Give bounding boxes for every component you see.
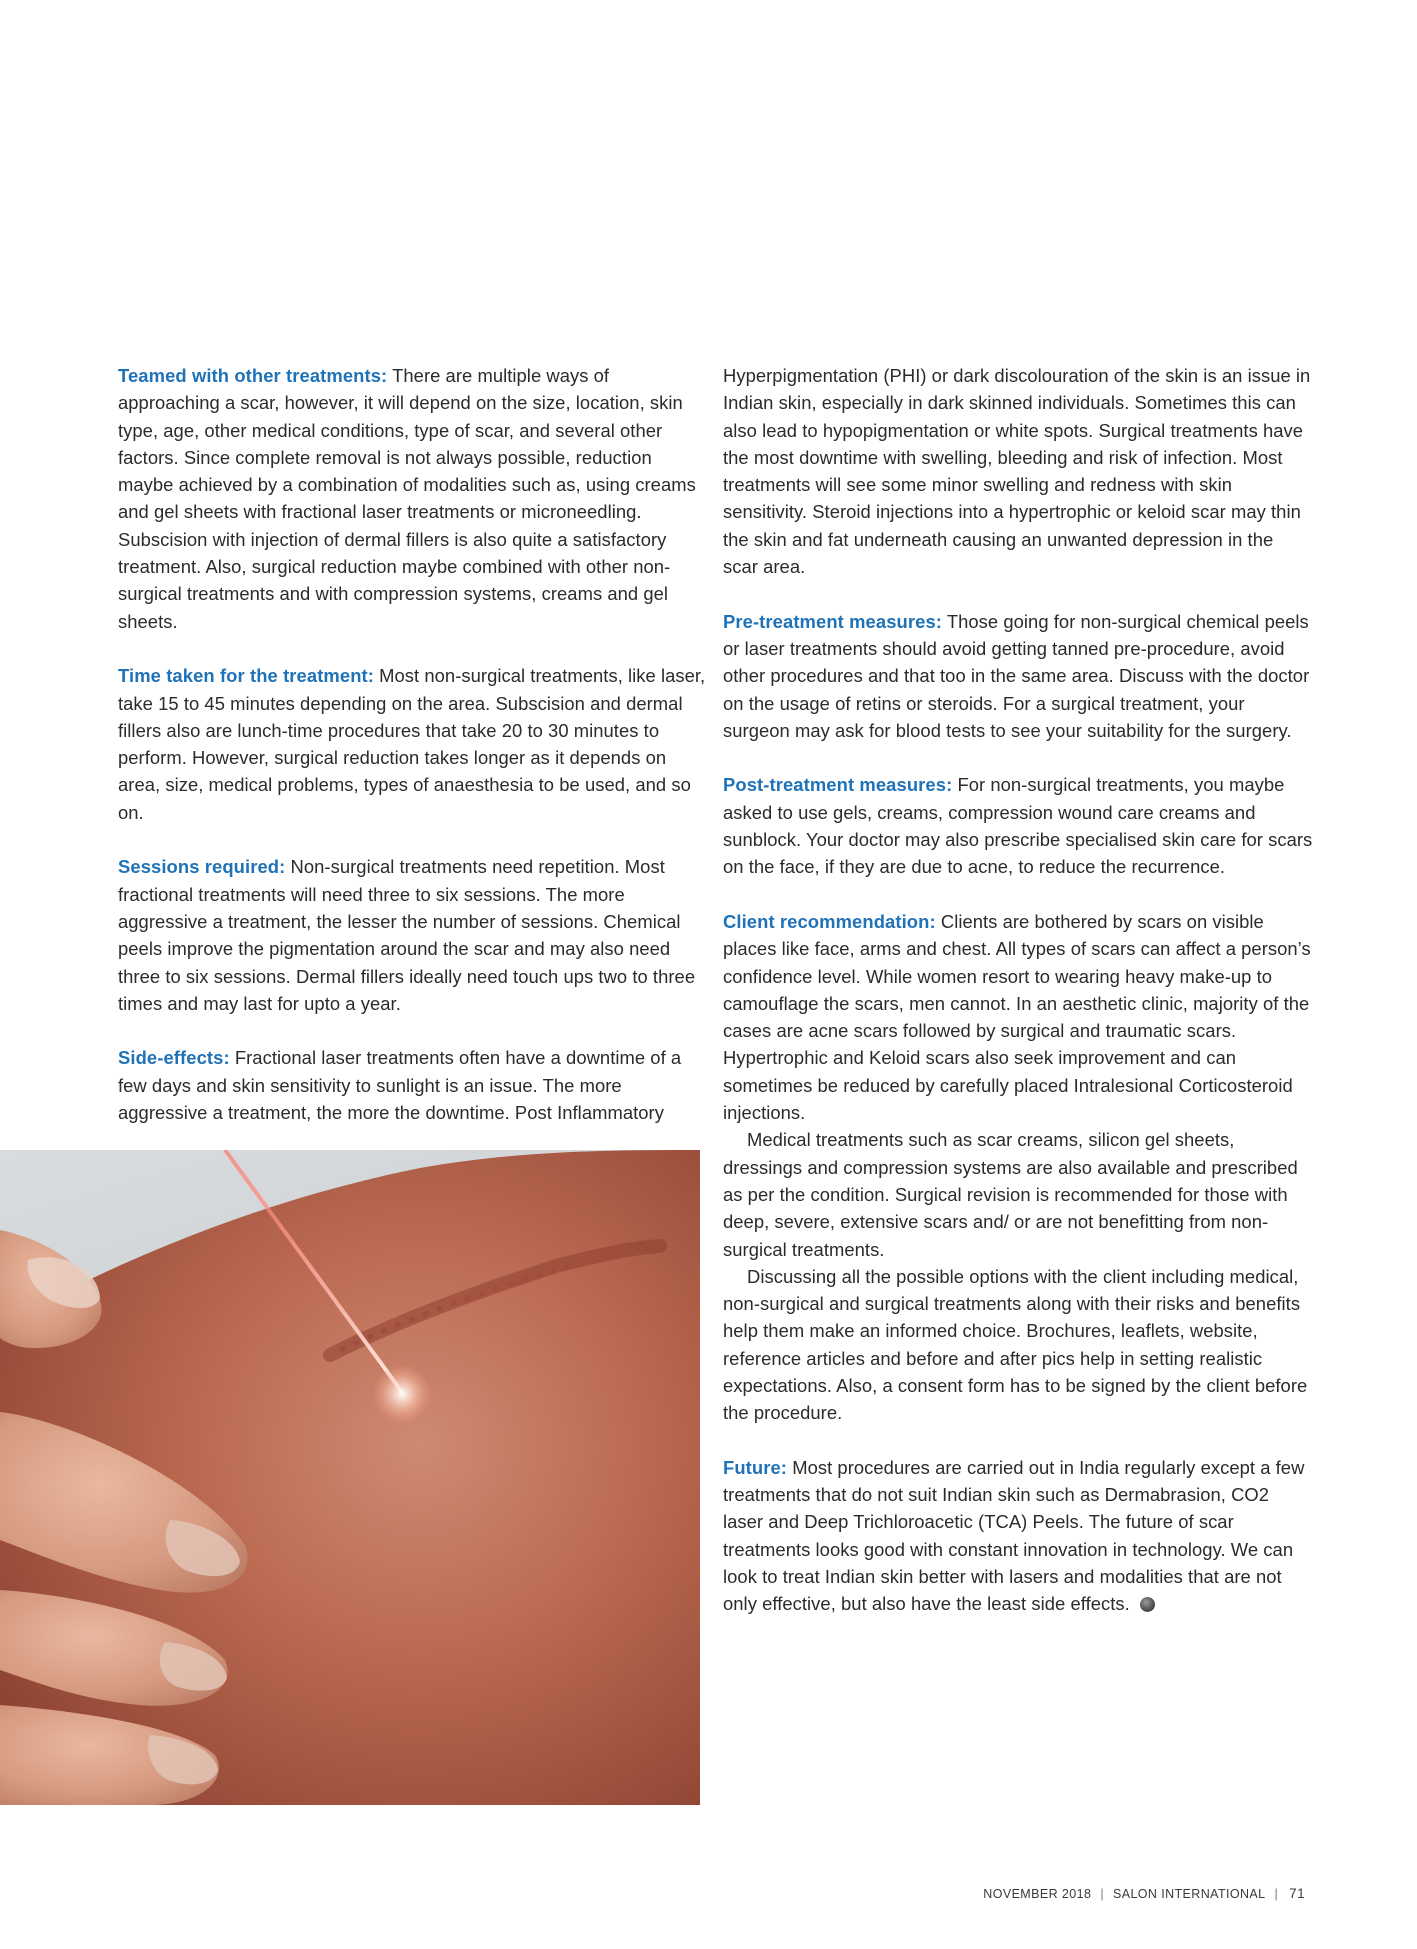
section-heading: Future: — [723, 1456, 788, 1478]
section-text: Hyperpigmentation (PHI) or dark discolouration of the skin is an issue in Indian skin, especially in dark skinned individuals. Sometimes this can also lead to hypopigmentation or white spots. Surgical treatments have the most downtime with swelling, bleeding and risk of infection. Most treatments will see some minor swelling and redness with skin sensitivity. Steroid injections into a hypertrophic or keloid scar may thin the skin and fat underneath causing an unwanted depression in the scar area. — [723, 365, 1311, 578]
page-number: 71 — [1289, 1886, 1305, 1901]
section-paragraph: Medical treatments such as scar creams, silicon gel sheets, dressings and compression systems are also available and prescribed as per the condition. Surgical revision is recommended for those with deep, severe, extensive scars and/ or are not benefitting from non-surgical treatments. — [723, 1129, 1298, 1260]
laser-scar-treatment-photo — [0, 1150, 700, 1805]
section-text: Most non-surgical treatments, like laser, take 15 to 45 minutes depending on the area. Subscision and dermal fillers also are lunch-time procedures that take 20 to 30 minutes to perform. However, surgical reduction takes longer as it depends on area, size, medical problems, types of anaesthesia to be used, and so on. — [118, 665, 706, 823]
section-paragraph — [723, 608, 1313, 744]
section-paragraph: Discussing all the possible options with the client including medical, non-surgical and surgical treatments along with their risks and benefits help them make an informed choice. Brochures, leaflets, website, reference articles and before and after pics help in setting realistic expectations. Also, a consent form has to be signed by the client before the procedure. — [723, 1265, 1308, 1424]
section-client-recommendation — [723, 908, 1313, 1427]
section-time-taken — [118, 662, 708, 826]
section-text: There are multiple ways of approaching a scar, however, it will depend on the size, location, skin type, age, other medical conditions, type of scar, and several other factors. Since complete removal is not always possible, reduction maybe achieved by a combination of modalities such as, using creams and gel sheets with fractional laser treatments or microneedling. Subscision with injection of dermal fillers is also quite a satisfactory treatment. Also, surgical reduction maybe combined with other non-surgical treatments and with compression systems, creams and gel sheets. — [118, 365, 696, 632]
section-heading: Client recommendation: — [723, 910, 936, 932]
section-paragraph — [723, 362, 1313, 580]
section-side-effects — [118, 1044, 708, 1126]
section-post-treatment-measures — [723, 771, 1313, 880]
section-pre-treatment-measures — [723, 608, 1313, 744]
section-text: Non-surgical treatments need repetition. Most fractional treatments will need three to six sessions. The more aggressive a treatment, the lesser the number of sessions. Chemical peels improve the pigmentation around the scar and may also need three to six sessions. Dermal fillers ideally need touch ups two to three times and may last for upto a year. — [118, 856, 696, 1014]
end-of-article-icon — [1140, 1597, 1155, 1612]
section-text: Those going for non-surgical chemical peels or laser treatments should avoid getting tanned pre-procedure, avoid other procedures and that too in the same area. Discuss with the doctor on the usage of retins or steroids. For a surgical treatment, your surgeon may ask for blood tests to see your suitability for the surgery. — [723, 610, 1310, 741]
section-paragraph — [723, 908, 1313, 1126]
section-paragraph — [118, 662, 708, 826]
section-side-effects-continued — [723, 362, 1313, 580]
section-heading: Post-treatment measures: — [723, 774, 953, 796]
section-text: Most procedures are carried out in India regularly except a few treatments that do not suit Indian skin such as Dermabrasion, CO2 laser and Deep Trichloroacetic (TCA) Peels. The future of scar treatments looks good with constant innovation in technology. We can look to treat Indian skin better with lasers and modalities that are not only effective, but also have the least side effects. — [723, 1456, 1305, 1615]
left-column — [118, 362, 708, 1154]
publication-name: SALON INTERNATIONAL — [1112, 1887, 1266, 1901]
section-heading: Side-effects: — [118, 1047, 230, 1069]
right-column — [723, 362, 1313, 1645]
section-paragraph — [118, 362, 708, 635]
section-future — [723, 1454, 1313, 1618]
footer-separator: | — [1274, 1887, 1279, 1901]
page-footer — [983, 1886, 1305, 1901]
section-heading: Teamed with other treatments: — [118, 365, 388, 386]
section-teamed-with-other-treatments — [118, 362, 708, 635]
section-text: Clients are bothered by scars on visible places like face, arms and chest. All types of scars can affect a person’s confidence level. While women resort to wearing heavy make-up to camouflage the scars, men cannot. In an aesthetic clinic, majority of the cases are acne scars followed by surgical and traumatic scars. Hypertrophic and Keloid scars also seek improvement and can sometimes be reduced by carefully placed Intralesional Corticosteroid injections. — [723, 910, 1311, 1124]
section-paragraph — [723, 771, 1313, 880]
section-heading: Sessions required: — [118, 856, 286, 878]
issue-date: NOVEMBER 2018 — [983, 1887, 1092, 1901]
section-paragraph — [118, 853, 708, 1017]
section-heading: Time taken for the treatment: — [118, 665, 374, 687]
section-text: Fractional laser treatments often have a downtime of a few days and skin sensitivity to sunlight is an issue. The more aggressive a treatment, the more the downtime. Post Inflammatory — [118, 1047, 682, 1124]
section-heading: Pre-treatment measures: — [723, 610, 942, 632]
laser-spot — [372, 1364, 432, 1424]
footer-separator: | — [1100, 1887, 1104, 1901]
section-text: For non-surgical treatments, you maybe asked to use gels, creams, compression wound care creams and sunblock. Your doctor may also prescribe specialised skin care for scars on the face, if they are due to acne, to reduce the recurrence. — [723, 774, 1313, 878]
section-sessions-required — [118, 853, 708, 1017]
section-paragraph — [118, 1044, 708, 1126]
section-paragraph — [723, 1454, 1313, 1618]
